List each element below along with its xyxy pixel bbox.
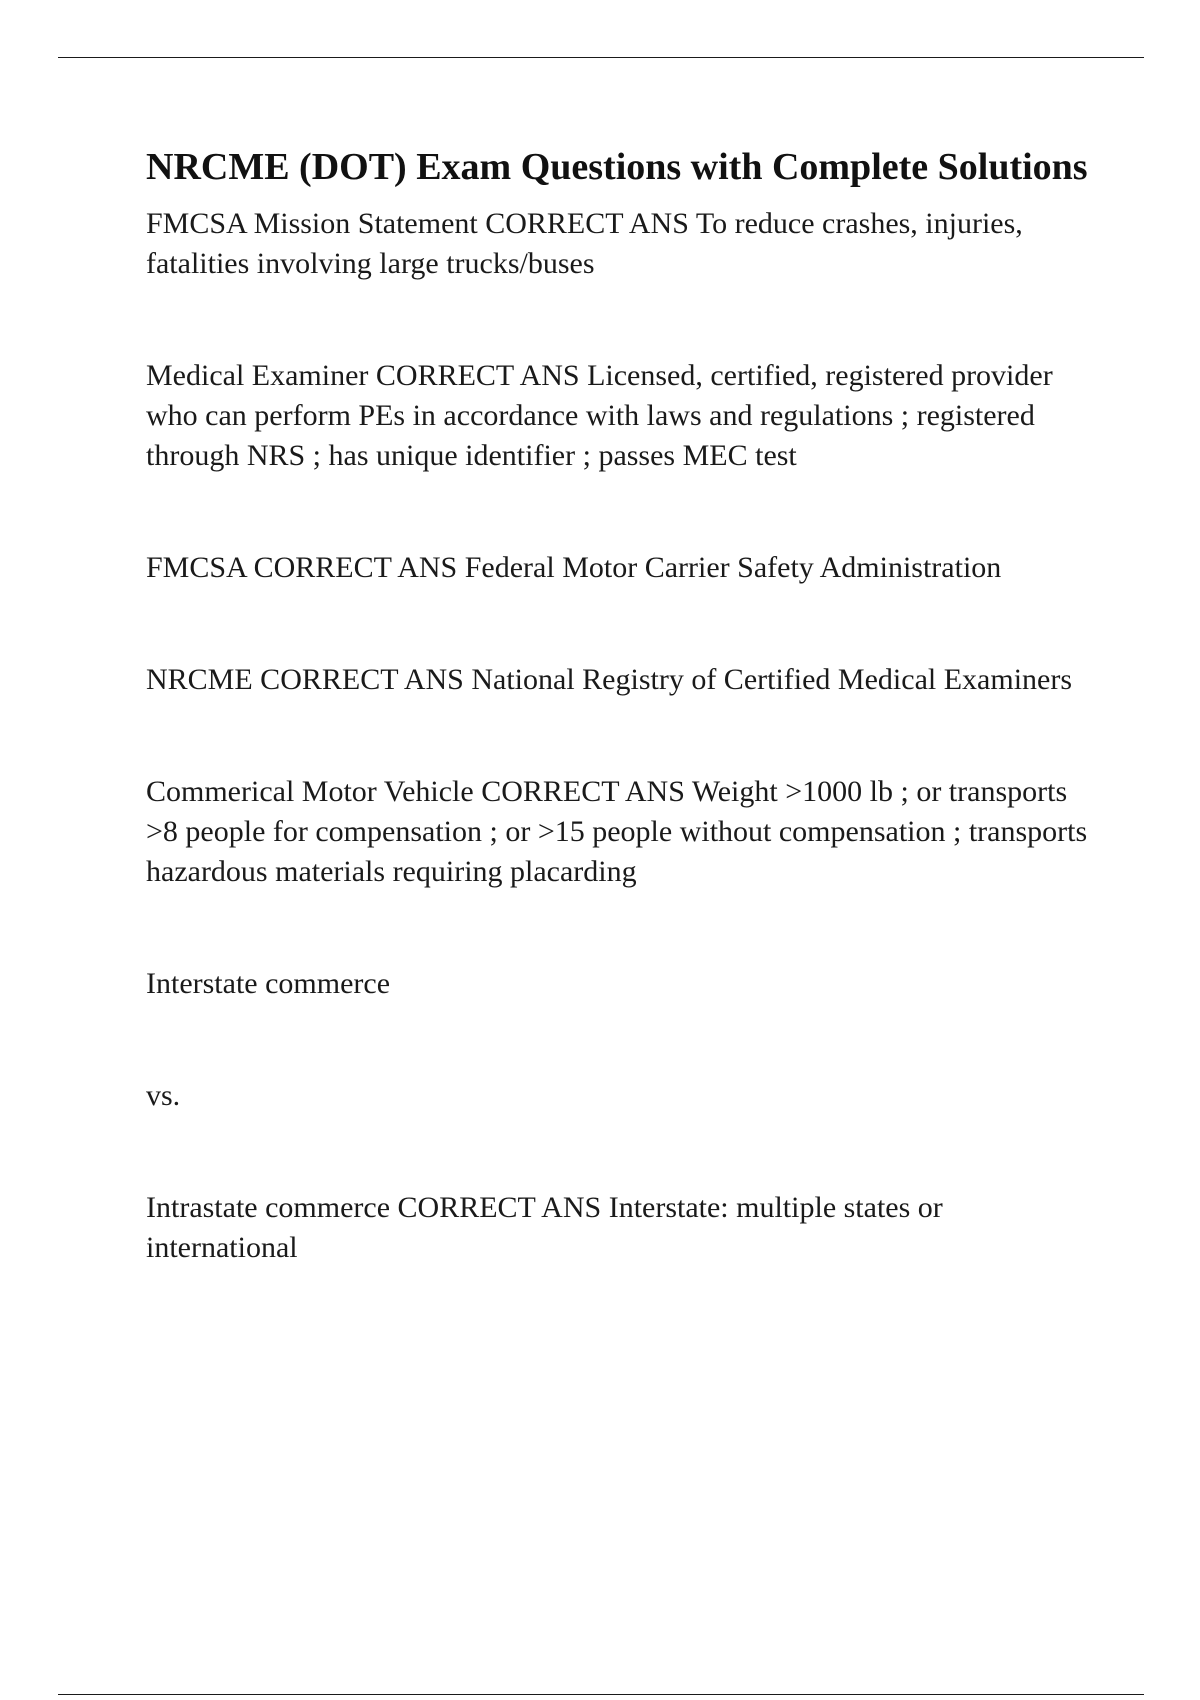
- spacer: [146, 892, 1101, 964]
- document-title: NRCME (DOT) Exam Questions with Complete Solutions: [146, 146, 1088, 188]
- spacer: [146, 284, 1101, 356]
- qa-entry: FMCSA CORRECT ANS Federal Motor Carrier Safety Administration: [146, 551, 1002, 584]
- spacer: [146, 1004, 1101, 1076]
- spacer: [146, 476, 1101, 548]
- qa-entry: vs.: [146, 1079, 181, 1112]
- spacer: [146, 1116, 1101, 1188]
- qa-entry: Interstate commerce: [146, 967, 391, 1000]
- bottom-divider: [58, 1694, 1144, 1695]
- top-divider: [58, 57, 1144, 58]
- qa-entry: FMCSA Mission Statement CORRECT ANS To reduce crashes, injuries, fatalities involving large trucks/buses: [146, 207, 1023, 280]
- qa-entry: NRCME CORRECT ANS National Registry of Certified Medical Examiners: [146, 663, 1073, 696]
- qa-entry: Commerical Motor Vehicle CORRECT ANS Weight >1000 lb ; or transports >8 people for compensation ; or >15 people without compensation ; transports hazardous materials requiring placarding: [146, 775, 1088, 888]
- document-body: [146, 142, 1101, 1268]
- qa-entry: Intrastate commerce CORRECT ANS Interstate: multiple states or international: [146, 1191, 943, 1264]
- spacer: [146, 700, 1101, 772]
- spacer: [146, 588, 1101, 660]
- qa-entry: Medical Examiner CORRECT ANS Licensed, certified, registered provider who can perform PEs in accordance with laws and regulations ; registered through NRS ; has unique identifier ; passes MEC test: [146, 359, 1053, 472]
